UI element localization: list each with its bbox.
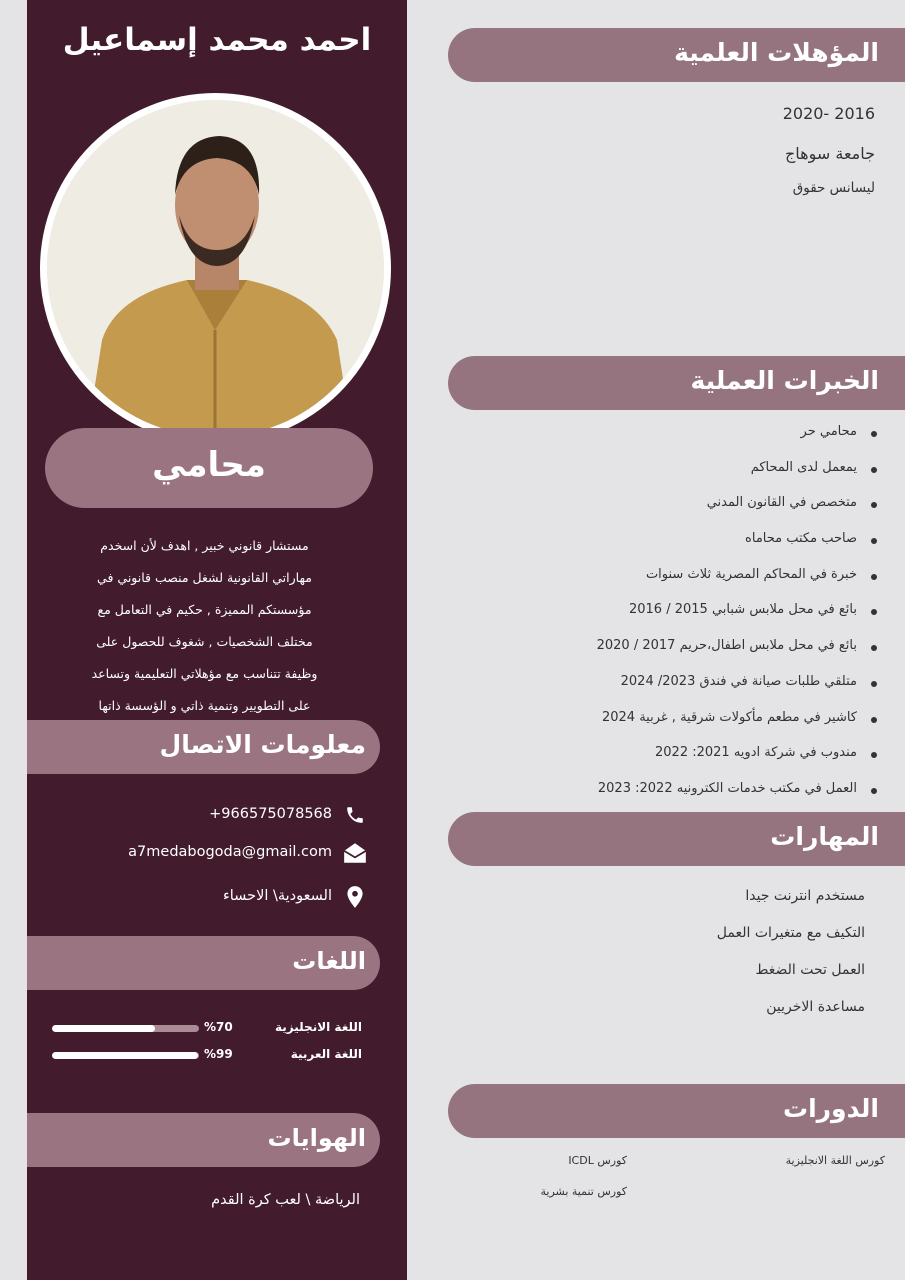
bullet-icon bbox=[871, 609, 877, 615]
summary-line: مهاراتي القانونية لشغل منصب قانوني في bbox=[97, 570, 312, 585]
contact-heading: معلومات الاتصال bbox=[27, 720, 380, 774]
bullet-icon bbox=[871, 574, 877, 580]
list-item-text: بائع في محل ملابس شبابي 2015 / 2016 bbox=[628, 602, 857, 618]
language-percent: %99 bbox=[204, 1047, 233, 1061]
list-item-text: يمعمل لدى المحاكم bbox=[750, 459, 857, 475]
list-item bbox=[477, 602, 877, 638]
list-item-text: صاحب مكتب محاماه bbox=[745, 531, 857, 547]
person-silhouette-icon bbox=[47, 100, 384, 437]
language-name: اللغة الانجليزية bbox=[275, 1020, 362, 1034]
skill-item: العمل تحت الضغط bbox=[755, 962, 865, 978]
language-level-bar bbox=[52, 1052, 199, 1059]
phone-icon bbox=[342, 802, 368, 828]
skill-item: مساعدة الاخريين bbox=[766, 999, 865, 1015]
location-text: السعودية\ الاحساء bbox=[222, 888, 332, 904]
language-row-arabic bbox=[52, 1044, 362, 1066]
experience-list bbox=[477, 424, 877, 817]
summary-line: مؤسستكم المميزة , حكيم في التعامل مع bbox=[97, 602, 312, 617]
education-university: جامعة سوهاج bbox=[784, 144, 875, 163]
list-item bbox=[477, 495, 877, 531]
list-item-text: متلقي طلبات صيانة في فندق 2023/ 2024 bbox=[620, 673, 857, 689]
list-item bbox=[477, 460, 877, 496]
language-level-fill bbox=[52, 1025, 155, 1032]
education-years: 2016 -2020 bbox=[782, 104, 875, 123]
summary-line: على التطويير وتنمية ذاتي و الؤسسة ذاتها bbox=[98, 698, 311, 713]
list-item-text: العمل في مكتب خدمات الكترونيه 2022: 2023 bbox=[597, 780, 857, 796]
list-item bbox=[477, 567, 877, 603]
language-level-fill bbox=[52, 1052, 198, 1059]
language-level-bar bbox=[52, 1025, 199, 1032]
phone-number[interactable]: +966575078568 bbox=[209, 806, 332, 822]
bullet-icon bbox=[871, 538, 877, 544]
list-item bbox=[477, 531, 877, 567]
job-title-badge: محامي bbox=[45, 428, 373, 508]
envelope-open-icon bbox=[342, 840, 368, 866]
profile-summary bbox=[62, 530, 347, 722]
skill-item: مستخدم انترنت جيدا bbox=[745, 888, 865, 904]
summary-line: مستشار قانوني خبير , اهدف لأن اسخدم bbox=[100, 538, 309, 553]
list-item bbox=[477, 424, 877, 460]
course-item: كورس ICDL bbox=[568, 1154, 627, 1167]
hobbies-heading: الهوايات bbox=[27, 1113, 380, 1167]
list-item bbox=[477, 674, 877, 710]
education-degree: ليسانس حقوق bbox=[792, 180, 875, 196]
map-pin-icon bbox=[342, 884, 368, 910]
list-item-text: خبرة في المحاكم المصرية ثلاث سنوات bbox=[645, 566, 857, 582]
course-item: كورس تنمية بشرية bbox=[540, 1185, 627, 1198]
list-item-text: بائع في محل ملابس اطفال،حريم 2017 / 2020 bbox=[596, 638, 857, 654]
profile-photo bbox=[47, 100, 384, 437]
profile-name: احمد محمد إسماعيل bbox=[62, 22, 372, 58]
summary-line: وظيفة تتناسب مع مؤهلاتي التعليمية وتساعد bbox=[91, 666, 318, 681]
bullet-icon bbox=[871, 752, 877, 758]
bullet-icon bbox=[871, 717, 877, 723]
language-row-english bbox=[52, 1017, 362, 1039]
bullet-icon bbox=[871, 681, 877, 687]
skill-item: التكيف مع متغيرات العمل bbox=[716, 925, 865, 941]
summary-line: مختلف الشخصيات , شغوف للحصول على bbox=[96, 634, 313, 649]
course-item: كورس اللغة الانجليزية bbox=[785, 1154, 885, 1167]
list-item-text: متخصص في القانون المدني bbox=[706, 495, 857, 511]
list-item-text: مندوب في شركة ادويه 2021: 2022 bbox=[655, 745, 857, 761]
list-item bbox=[477, 745, 877, 781]
contact-email-row bbox=[100, 840, 368, 866]
language-percent: %70 bbox=[204, 1020, 233, 1034]
education-heading: المؤهلات العلمية bbox=[448, 28, 905, 82]
contact-phone-row bbox=[100, 802, 368, 828]
bullet-icon bbox=[871, 502, 877, 508]
bullet-icon bbox=[871, 467, 877, 473]
list-item-text: كاشير في مطعم مأكولات شرقية , غربية 2024 bbox=[601, 709, 857, 725]
email-address[interactable]: a7medabogoda@gmail.com bbox=[128, 844, 332, 860]
bullet-icon bbox=[871, 645, 877, 651]
languages-heading: اللغات bbox=[27, 936, 380, 990]
bullet-icon bbox=[871, 431, 877, 437]
bullet-icon bbox=[871, 788, 877, 794]
list-item-text: محامي حر bbox=[800, 424, 857, 439]
skills-heading: المهارات bbox=[448, 812, 905, 866]
language-name: اللغة العربية bbox=[290, 1047, 362, 1061]
courses-heading: الدورات bbox=[448, 1084, 905, 1138]
list-item bbox=[477, 638, 877, 674]
list-item bbox=[477, 710, 877, 746]
hobby-text: الرياضة \ لعب كرة القدم bbox=[211, 1192, 360, 1208]
experience-heading: الخبرات العملية bbox=[448, 356, 905, 410]
contact-location-row bbox=[100, 884, 368, 910]
